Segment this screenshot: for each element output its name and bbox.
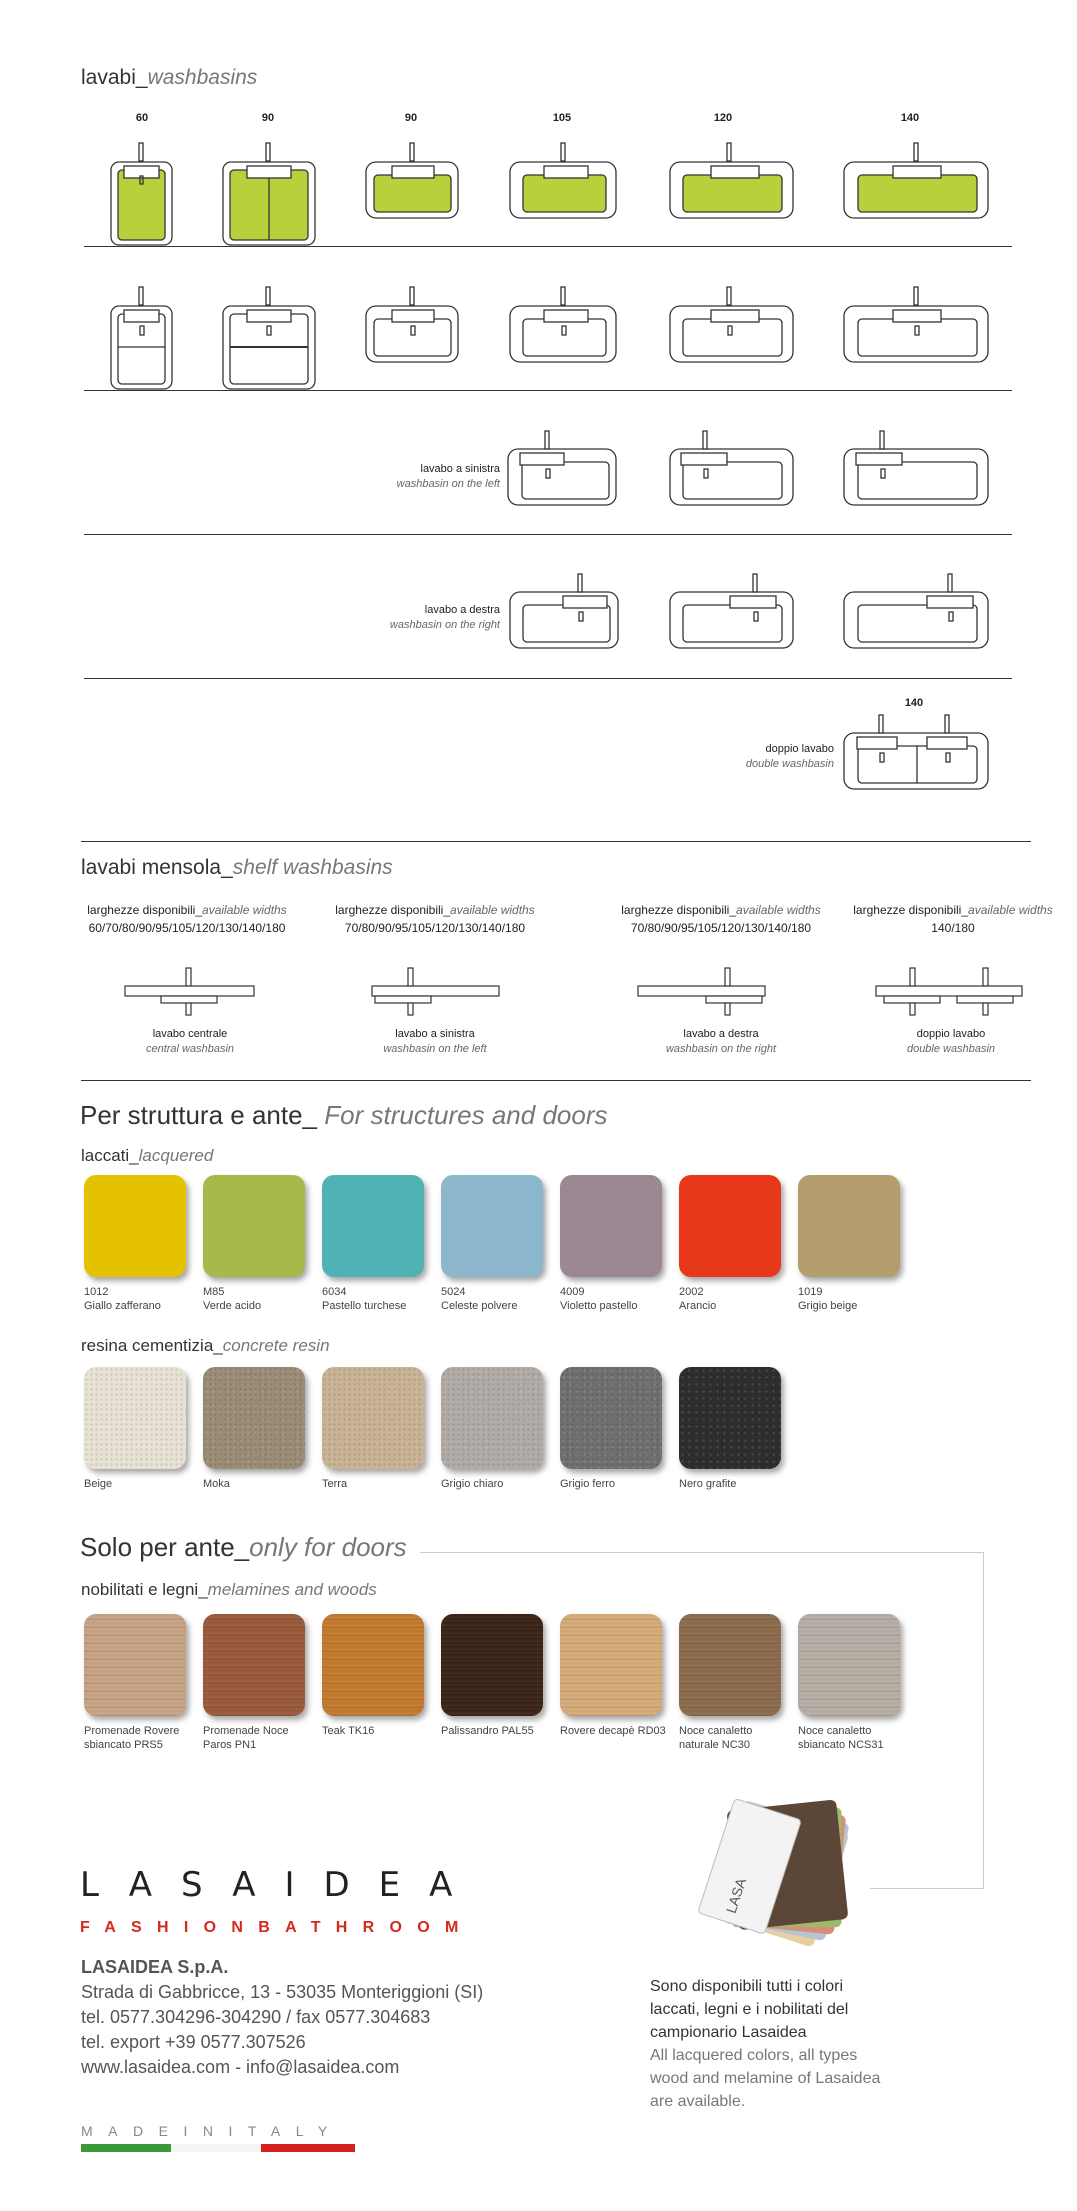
color-swatch [322, 1175, 424, 1277]
color-swatch [798, 1175, 900, 1277]
washbasin-140-green [844, 143, 988, 218]
washbasin-left-105 [508, 431, 616, 505]
swatch-label: M85 Verde acido [203, 1286, 262, 1312]
row-label-right: lavabo a destra washbasin on the right [389, 604, 500, 631]
shelf-drawings [0, 960, 1077, 1020]
width-label: 60 [135, 112, 149, 124]
divider [84, 678, 1012, 679]
svg-text:LASAIDEA: LASAIDEA [80, 1865, 482, 1905]
swatch-label: 5024 Celeste polvere [441, 1286, 518, 1312]
woods-title: nobilitati e legni_melamines and woods [81, 1580, 377, 1599]
color-swatch [84, 1614, 186, 1716]
shelf-right [638, 968, 765, 1015]
swatch-label: Moka [203, 1478, 230, 1490]
color-swatch [679, 1614, 781, 1716]
swatch-label: Terra [322, 1478, 348, 1490]
color-swatch [84, 1367, 186, 1469]
swatch-label: 1012 Giallo zafferano [84, 1286, 161, 1312]
fashionbathroom-tagline [80, 1915, 520, 1939]
swatch-label: Grigio chiaro [441, 1478, 504, 1490]
swatch-label: Noce canaletto naturale NC30 [679, 1725, 753, 1751]
company-web-link[interactable]: www.lasaidea.com - info@lasaidea.com [81, 2057, 400, 2077]
swatch-label: Beige [84, 1478, 113, 1490]
washbasin-120-white [670, 287, 793, 362]
washbasin-drawings [0, 0, 1077, 850]
swatch-label: Nero grafite [679, 1478, 737, 1490]
color-swatch [441, 1614, 543, 1716]
resin-title: resina cementizia_concrete resin [81, 1336, 330, 1355]
divider [81, 841, 1031, 842]
shelf-col-left: larghezze disponibili_available widths 70/80/90/95/105/120/130/140/180 [335, 903, 535, 935]
washbasin-90b-green [366, 143, 458, 218]
width-label: 90 [261, 112, 275, 124]
color-swatch [322, 1614, 424, 1716]
availability-note: Sono disponibili tutti i colori laccati, legni e i nobilitati del campionario Lasaidea All lacquered colors, all types wood and melamine of Lasaidea are available. [650, 1978, 881, 2110]
flag-red [261, 2144, 355, 2152]
washbasins-title: lavabi_washbasins [81, 66, 258, 89]
flag-white [171, 2144, 261, 2152]
shelf-col-double: larghezze disponibili_available widths 140/180 [853, 903, 1053, 935]
color-swatch [441, 1367, 543, 1469]
color-swatch [679, 1175, 781, 1277]
swatch-label: Grigio ferro [560, 1478, 616, 1490]
shelf-title: lavabi mensola_shelf washbasins [81, 856, 393, 879]
row-label-double: doppio lavabo double washbasin [745, 743, 834, 770]
lasaidea-logo [80, 1862, 520, 1906]
divider [84, 246, 1012, 247]
washbasin-left-120 [670, 431, 793, 505]
width-label: 90 [404, 112, 418, 124]
frame-line-right [983, 1552, 984, 1888]
swatch-label: Palissandro PAL55 [441, 1725, 534, 1737]
svg-text:FASHIONBATHROOM: FASHIONBATHROOM [80, 1919, 474, 1936]
color-swatch [441, 1175, 543, 1277]
width-label: 105 [552, 112, 572, 124]
color-swatch [322, 1367, 424, 1469]
color-swatch [203, 1175, 305, 1277]
swatch-label: 1019 Grigio beige [798, 1286, 858, 1312]
width-label: 140 [904, 697, 924, 709]
shelf-caption: lavabo centrale central washbasin [145, 1028, 235, 1055]
color-swatch [560, 1175, 662, 1277]
lacquered-title: laccati_lacquered [81, 1146, 214, 1165]
svg-text:MADEINITALY: MADEINITALY [81, 2123, 343, 2139]
swatch-label: Rovere decapè RD03 [560, 1725, 666, 1737]
washbasin-90b-white [366, 287, 458, 362]
washbasin-90-green [223, 143, 315, 245]
swatch-label: Teak TK16 [322, 1725, 375, 1737]
color-swatch [203, 1614, 305, 1716]
shelf-central [125, 968, 254, 1015]
washbasin-right-140 [844, 574, 988, 648]
svg-text:LASA: LASA [722, 1876, 750, 1916]
structures-title: Per struttura e ante_ For structures and doors [80, 1100, 608, 1130]
washbasin-105-green [510, 143, 616, 218]
row-label-left: lavabo a sinistra washbasin on the left [396, 463, 500, 490]
shelf-col-right: larghezze disponibili_available widths 70/80/90/95/105/120/130/140/180 [621, 903, 821, 935]
doors-title: Solo per ante_only for doors [80, 1532, 407, 1562]
washbasin-60-green [111, 143, 172, 245]
shelf-double [876, 968, 1022, 1015]
color-swatch [84, 1175, 186, 1277]
swatch-label: Noce canaletto sbiancato NCS31 [798, 1725, 884, 1751]
color-swatch [560, 1367, 662, 1469]
washbasin-double-140 [844, 715, 988, 789]
frame-line-top [420, 1552, 984, 1553]
swatch-label: 2002 Arancio [679, 1286, 717, 1312]
divider [81, 1080, 1031, 1081]
swatch-label: 6034 Pastello turchese [322, 1286, 407, 1312]
shelf-caption: doppio lavabo double washbasin [906, 1028, 996, 1055]
washbasin-60-white [111, 287, 172, 389]
color-swatch [560, 1614, 662, 1716]
frame-line-bottom [870, 1888, 984, 1889]
shelf-left [372, 968, 499, 1015]
washbasin-right-105 [510, 574, 618, 648]
width-label: 140 [900, 112, 920, 124]
washbasin-105-white [510, 287, 616, 362]
swatch-label: Promenade Rovere sbiancato PRS5 [84, 1725, 180, 1751]
swatch-label: Promenade Noce Paros PN1 [203, 1725, 289, 1751]
shelf-caption: lavabo a sinistra washbasin on the left [383, 1028, 487, 1055]
width-label: 120 [713, 112, 733, 124]
shelf-caption: lavabo a destra washbasin on the right [665, 1028, 777, 1055]
divider [84, 390, 1012, 391]
flag-green [81, 2144, 171, 2152]
washbasin-120-green [670, 143, 793, 218]
color-swatch [203, 1367, 305, 1469]
swatch-label: 4009 Violetto pastello [560, 1286, 638, 1312]
washbasin-left-140 [844, 431, 988, 505]
washbasin-right-120 [670, 574, 793, 648]
company-info: LASAIDEA S.p.A. Strada di Gabbricce, 13 - 53035 Monteriggioni (SI) tel. 0577.304296-304290 / fax 0577.304683 tel. export +39 0577.307526 www.lasaidea.com - info@lasaidea.com [81, 1955, 483, 2080]
color-swatch [798, 1614, 900, 1716]
sample-book-image [682, 1795, 882, 1965]
washbasin-90-white [223, 287, 315, 389]
divider [84, 534, 1012, 535]
washbasin-140-white [844, 287, 988, 362]
shelf-col-central: larghezze disponibili_available widths 60/70/80/90/95/105/120/130/140/180 [87, 903, 287, 935]
made-in-italy-badge [81, 2122, 381, 2162]
color-swatch [679, 1367, 781, 1469]
